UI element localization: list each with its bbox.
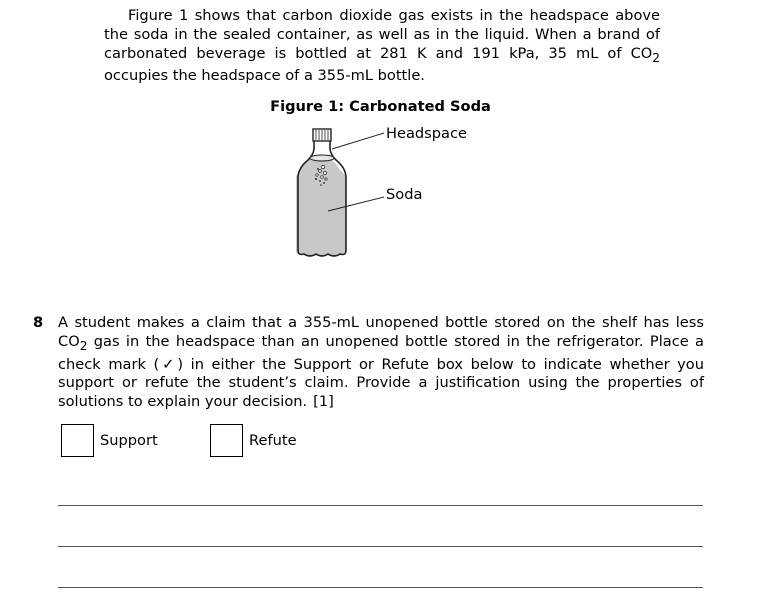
checkmark-symbol: ✓ [159, 355, 178, 373]
soda-liquid [296, 158, 346, 256]
refute-checkbox[interactable] [210, 424, 243, 457]
question-text [58, 314, 704, 412]
figure-title-container [0, 98, 761, 115]
headspace-label: Headspace [386, 125, 467, 142]
question-number: 8 [33, 314, 44, 331]
answer-line[interactable] [58, 546, 703, 547]
intro-text-1: Figure 1 shows that carbon dioxide gas exists in the headspace above the soda in the sealed container, as well as in the liquid. When a brand of carbonated beverage is bottled at 281 K and 191 kPa, 35 mL of CO [104, 7, 660, 62]
point-value: [1] [313, 393, 334, 411]
intro-subscript: 2 [652, 50, 660, 65]
figure-title: Figure 1: Carbonated Soda [270, 98, 491, 115]
support-option [61, 423, 158, 457]
support-label: Support [100, 431, 158, 449]
refute-option [210, 423, 297, 457]
intro-text-2: occupies the headspace of a 355-mL bottle. [104, 67, 425, 85]
question-subscript: 2 [79, 338, 88, 353]
support-checkbox[interactable] [61, 424, 94, 457]
question-text-3: ) in either the Support or Refute box below to indicate whether you support or refute the student’s claim. Provide a justification using the properties of solutions to explain your decision. [58, 355, 704, 411]
question-text-1: A student makes a claim that a 355-mL unopened bottle stored on the shelf has less CO [58, 314, 704, 350]
soda-bottle-figure [290, 122, 390, 262]
refute-label: Refute [249, 431, 297, 449]
answer-line[interactable] [58, 587, 703, 588]
answer-line[interactable] [58, 505, 703, 506]
headspace-leader [332, 133, 384, 149]
soda-label: Soda [386, 186, 423, 203]
question-text-2: gas in the headspace than an unopened bottle stored in the refrigerator. Place a check mark ( [58, 332, 704, 373]
liquid-surface [310, 155, 334, 161]
intro-paragraph [104, 7, 660, 86]
